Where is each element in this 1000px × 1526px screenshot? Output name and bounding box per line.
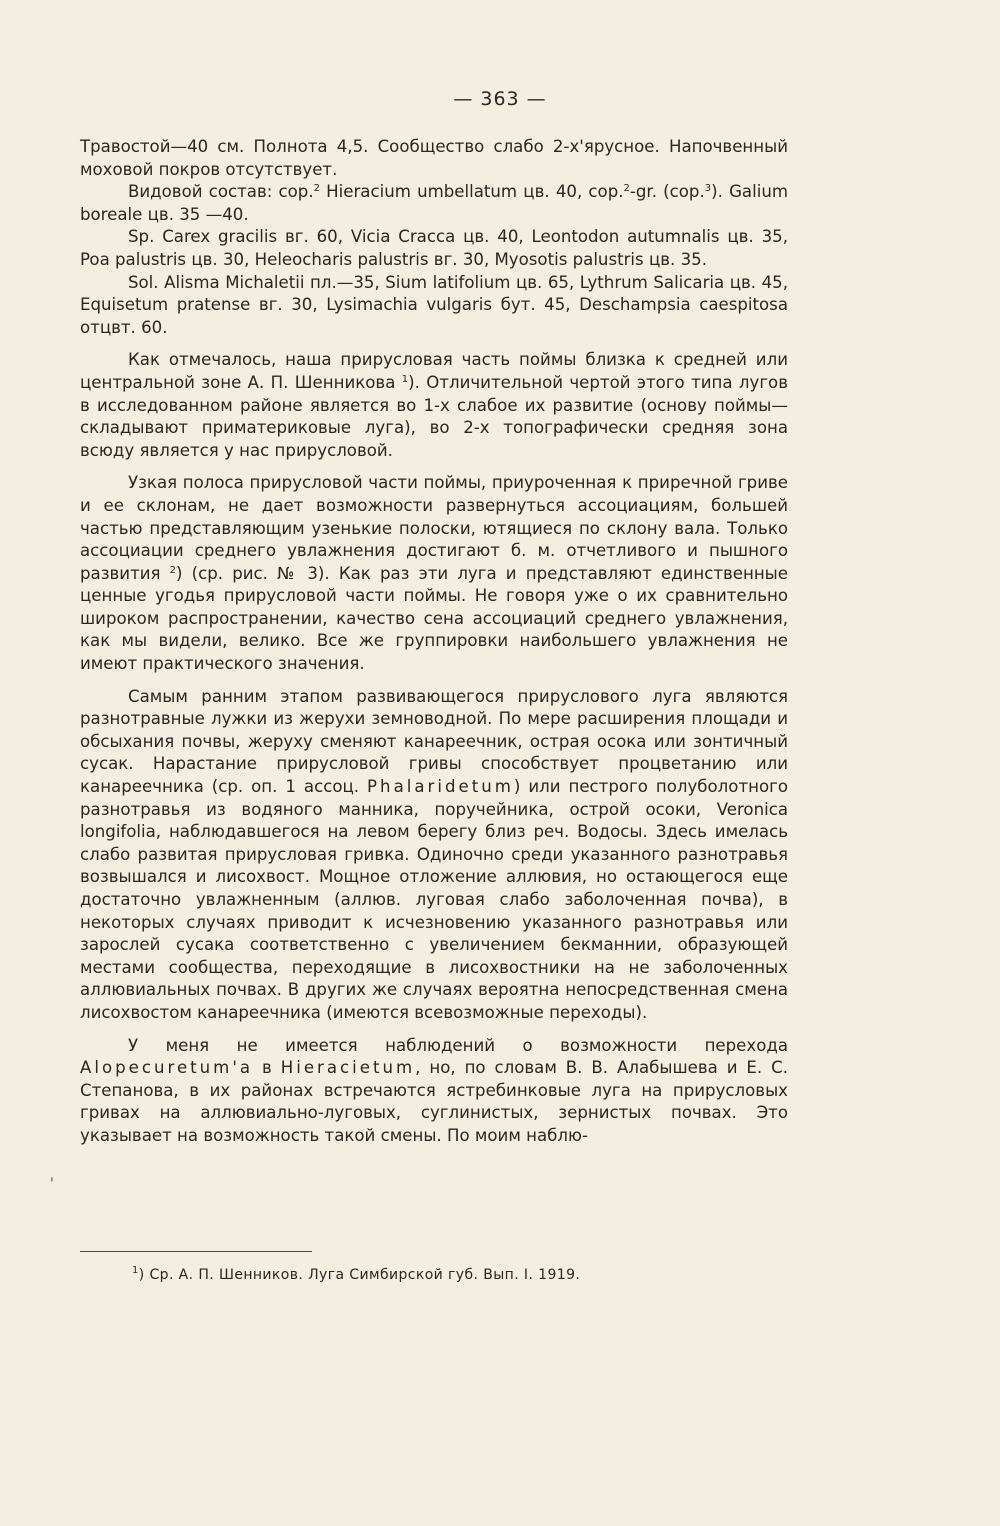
text-run: Самым ранним этапом развивающегося прируслового луга являются разнотравные лужки из жерухи земноводной. По мере расширения площади и обсыхания почвы, жеруху сменяют канареечник, острая осока или зонтичный сусак. Нарастание прирусловой гривы способствует процветанию или канареечника (ср. оп. 1 ассоц. <box>80 686 788 797</box>
paragraph-8 <box>80 1035 788 1148</box>
margin-mark: ' <box>50 1176 54 1192</box>
paragraph-6 <box>80 472 788 675</box>
text-run: ). Отличительной чертой этого типа лугов в исследованном районе является во 1-х слабое их развитие (основу поймы—складывают приматериковые луга), во 2-х топографически средняя зона всюду является у нас прирусловой. <box>80 372 788 460</box>
text-run: ) (ср. рис. № 3). Как раз эти луга и представляют единственные ценные угодья прирусловой части поймы. Не говоря уже о их сравнительно широком распространении, качество сена ассоциаций среднего увлажнения, как мы видели, велико. Все же группировки наибольшего увлажнения не имеют практического значения. <box>80 563 788 674</box>
association-name: Hieracietum <box>280 1058 416 1078</box>
superscript: 2 <box>623 183 630 195</box>
text-run: ). Galium boreale цв. 35 —40. <box>80 182 789 224</box>
footnote <box>132 1266 752 1284</box>
association-name: Phalaridetum <box>367 777 514 797</box>
superscript: 2 <box>313 183 320 195</box>
paragraph-1: Травостой—40 см. Полнота 4,5. Сообщество слабо 2-х'ярусное. Напочвенный моховой покров отсутствует. <box>80 137 788 179</box>
text-run: ) или пестрого полуболотного разнотравья из водяного манника, поручейника, острой осоки, Veronica longifolia, наблюдавшегося на левом берегу близ реч. Водосы. Здесь имелась слабо развитая прирусловая гривка. Одиночно среди указанного разнотравья возвышался и лисохвост. Мощное отложение аллювия, но остающегося еще достаточно увлажненным (аллюв. луговая слабо заболоченная почва), в некоторых случаях приводит к исчезновению указанного разнотравья или зарослей сусака соответственно с увеличением бекманнии, образующей местами сообщества, переходящие в лисохвостники на не заболоченных аллювиальных почвах. В других же случаях вероятна непосредственная смена лисохвостом канареечника (имеются всевозможные переходы). <box>80 777 788 1022</box>
text-run: -gr. (cop. <box>629 182 705 202</box>
association-name: Alopecuretum'a <box>80 1058 254 1078</box>
paragraph-3: Sp. Carex gracilis вг. 60, Vicia Cracca цв. 40, Leontodon autumnalis цв. 35, Poa palustris цв. 30, Heleocharis palustris вг. 30, Myosotis palustris цв. 35. <box>80 227 788 269</box>
paragraph-2 <box>80 181 788 226</box>
text-run: Узкая полоса прирусловой части поймы, приуроченная к приречной гриве и ее склонам, не дает возможности развернуться ассоциациям, большей частью представляющим узенькие полоски, ютящиеся по склону вала. Только ассоциации среднего увлажнения достигают б. м. отчетливого и пышного развития <box>80 473 788 583</box>
footnote-text: ) Ср. А. П. Шенников. Луга Симбирской губ. Вып. I. 1919. <box>138 1267 581 1283</box>
paragraph-7 <box>80 686 788 1025</box>
text-run: Как отмечалось, наша прирусловая часть поймы близка к средней или центральной зоне А. П. Шенникова <box>80 350 788 392</box>
paragraph-5 <box>80 349 788 462</box>
superscript: 3 <box>704 183 712 195</box>
text-run: Видовой состав: cop. <box>128 182 314 202</box>
footnote-divider <box>80 1251 312 1252</box>
text-run: в <box>253 1058 281 1078</box>
page-number: — 363 — <box>453 88 547 110</box>
footnote-ref: 1 <box>401 373 409 385</box>
text-run: У меня не имеется наблюдений о возможности перехода <box>128 1035 788 1055</box>
text-run: Hieracium umbellatum цв. 40, cop. <box>319 182 624 202</box>
footnote-ref: 2 <box>169 564 177 576</box>
body-text <box>80 136 788 1148</box>
text-run: , но, по словам В. В. Алабышева и Е. С. Степанова, в их районах встречаются ястребинковые луга на прирусловых гривах на аллювиально-луговых, суглинистых, зернистых почвах. Это указывает на возможность такой смены. По моим наблю- <box>80 1058 788 1145</box>
footnote-mark: 1 <box>132 1265 139 1276</box>
paragraph-4: Sol. Alisma Michaletii пл.—35, Sium latifolium цв. 65, Lythrum Salicaria цв. 45, Equisetum pratense вг. 30, Lysimachia vulgaris бут. 45, Deschampsia caespitosa отцвт. 60. <box>80 272 788 337</box>
